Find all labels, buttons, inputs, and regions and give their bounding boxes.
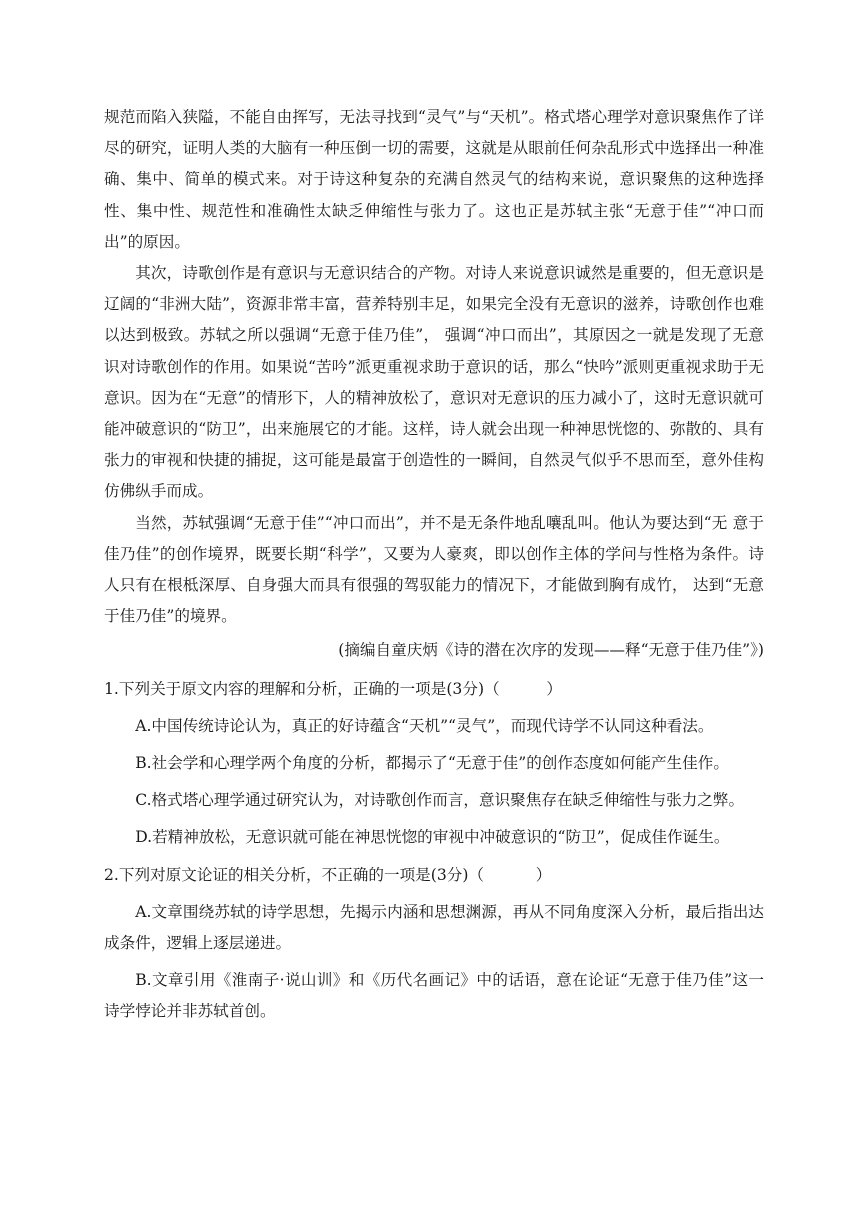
question-1-option-d: D.若精神放松，无意识就可能在神思恍惚的审视中冲破意识的“防卫”，促成佳作诞生。 — [135, 828, 730, 847]
question-1-option-a: A.中国传统诗论认为，真正的好诗蕴含“天机”“灵气”，而现代诗学不认同这种看法。 — [135, 716, 714, 735]
question-1-option-b: B.社会学和心理学两个角度的分析，都揭示了“无意于佳”的创作态度如何能产生佳作。 — [135, 754, 729, 773]
question-1-option-c: C.格式塔心理学通过研究认为，对诗歌创作而言，意识聚焦存在缺乏伸缩性与张力之弊。 — [135, 791, 745, 810]
passage-source: (摘编自童庆炳《诗的潜在次序的发现——释“无意于佳乃佳”》) — [338, 641, 764, 660]
question-2-stem: 2.下列对原文论证的相关分析，不正确的一项是(3分)（ ） — [104, 865, 552, 884]
question-1-stem: 1.下列关于原文内容的理解和分析，正确的一项是(3分)（ ） — [104, 679, 562, 698]
passage-paragraph-1: 规范而陷入狭隘，不能自由挥写，无法寻找到“灵气”与“天机”。格式塔心理学对意识聚焦作了详尽的研究，证明人类的大脑有一种压倒一切的需要，这就是从眼前任何杂乱形式中选择出一种准确、集中、简单的模式来。对于诗这种复杂的充满自然灵气的结构来说，意识聚焦的这种选择性、集中性、规范性和准确性太缺乏伸缩性与张力了。这也正是苏轼主张“无意于佳”“冲口而出”的原因。 — [104, 108, 764, 251]
exam-page — [104, 102, 764, 1034]
question-2-option-a: A.文章围绕苏轼的诗学思想，先揭示内涵和思想渊源，再从不同角度深入分析，最后指出达成条件，逻辑上逐层递进。 — [104, 902, 764, 953]
passage-paragraph-2: 其次，诗歌创作是有意识与无意识结合的产物。对诗人来说意识诚然是重要的，但无意识是辽阔的“非洲大陆”，资源非常丰富，营养特别丰足，如果完全没有无意识的滋养，诗歌创作也难以达到极致。苏轼之所以强调“无意于佳乃佳”， 强调“冲口而出”，其原因之一就是发现了无意识对诗歌创作的作用。如果说“苦吟”派更重视求助于意识的话，那么“快吟”派则更重视求助于无意识。因为在“无意”的情形下，人的精神放松了，意识对无意识的压力减小了，这时无意识就可能冲破意识的“防卫”，出来施展它的才能。这样，诗人就会出现一种神思恍惚的、弥散的、具有张力的审视和快捷的捕捉，这可能是最富于创造性的一瞬间，自然灵气似乎不思而至，意外佳构仿佛纵手而成。 — [104, 264, 764, 501]
question-2-option-b: B.文章引用《淮南子·说山训》和《历代名画记》中的话语，意在论证“无意于佳乃佳”这一诗学悖论并非苏轼首创。 — [104, 971, 764, 1021]
passage-paragraph-3: 当然，苏轼强调“无意于佳”“冲口而出”，并不是无条件地乱嚷乱叫。他认为要达到“无 意于佳乃佳”的创作境界，既要长期“科学”，又要为人豪爽，即以创作主体的学问与性格为条件。诗人只有在根柢深厚、自身强大而具有很强的驾驭能力的情况下，才能做到胸有成竹， 达到“无意于佳乃佳”的境界。 — [104, 513, 764, 626]
